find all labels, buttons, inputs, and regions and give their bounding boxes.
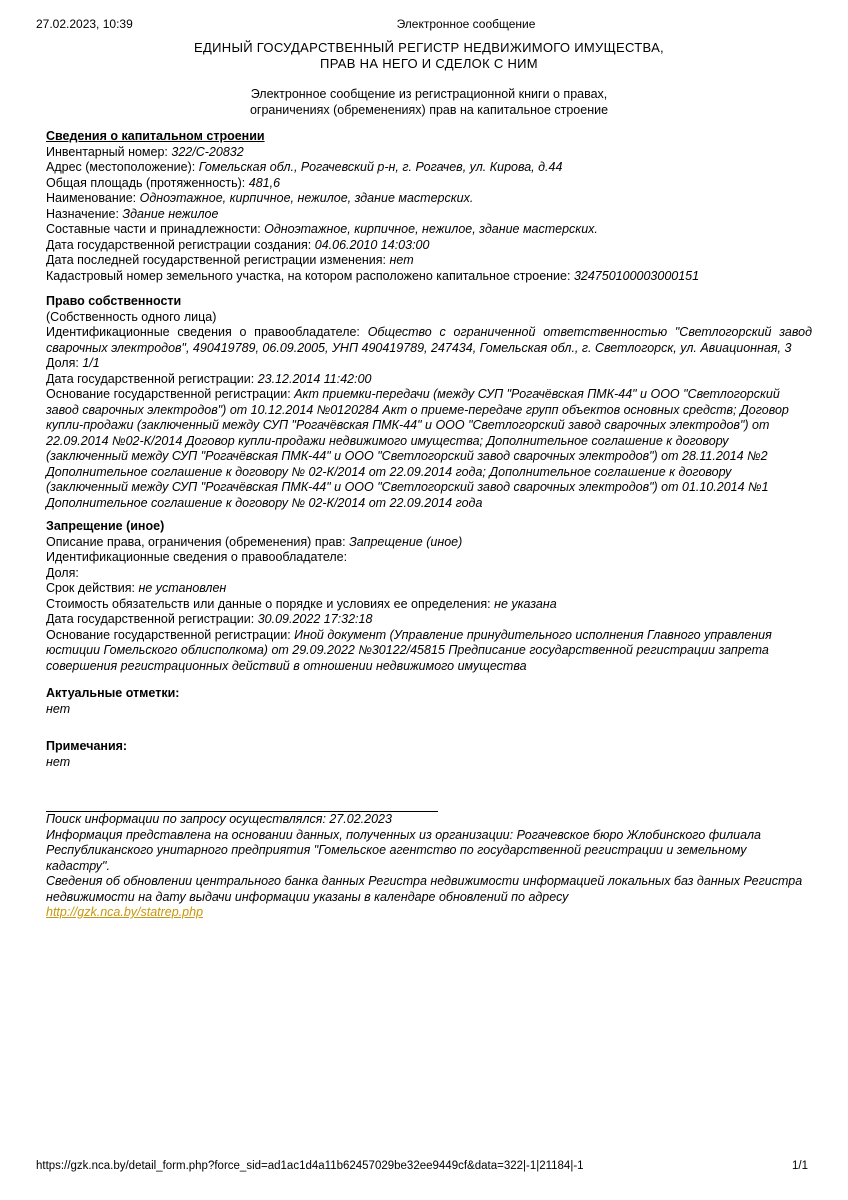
field-value: Иной документ (Управление принудительного исполнения Главного управления юстиции Гомельского облисполкома) от 29.09.2022 №30122/45815 Предписание государственной регистрации запрета совершения регистрационных действий в отношении недвижимого имущества	[46, 627, 772, 673]
field-label: Инвентарный номер:	[46, 144, 168, 159]
field-components	[46, 222, 812, 238]
field-value: 481,6	[248, 175, 281, 190]
field-label: Наименование:	[46, 191, 137, 205]
statrep-link[interactable]: http://gzk.nca.by/statrep.php	[46, 905, 204, 919]
field-label: Доля:	[46, 356, 79, 370]
field-name	[46, 191, 812, 207]
field-value: 322/С-20832	[171, 144, 244, 159]
footer-source-organization-line: Информация представлена на основании данных, полученных из организации: Рогачевское бюро Жлобинского филиала Республиканского унитарного предприятия "Гомельское агентство по государственной регистрации и земельному кадастру".	[46, 827, 761, 873]
field-label: Кадастровый номер земельного участка, на котором расположено капитальное строение:	[46, 268, 571, 283]
field-value: 324750100003000151	[573, 268, 700, 283]
field-label: Общая площадь (протяженность):	[46, 175, 246, 190]
field-obligation-value	[46, 597, 812, 613]
registry-title	[46, 40, 812, 71]
field-value: Гомельская обл., Рогачевский р-н, г. Рогачев, ул. Кирова, д.44	[198, 160, 563, 174]
field-reg-date	[46, 612, 812, 628]
field-cadastral-number	[46, 269, 812, 285]
field-label: Основание государственной регистрации:	[46, 627, 291, 642]
field-value: Акт приемки-передачи (между СУП "Рогачёвская ПМК-44" и ООО "Светлогорский завод сварочных электродов") от 10.12.2014 №0120284 Акт о приеме-передаче групп объектов основных средств; Договор купли-продажи (заключенный между СУП "Рогачёвская ПМК-44" и ООО "Светлогорский завод сварочных электродов") от 22.09.2014 №02-К/2014 Договор купли-продажи недвижимого имущества; Дополнительное соглашение к договору (заключенный между СУП "Рогачёвская ПМК-44" и ООО "Светлогорский завод сварочных электродов") от 28.11.2014 №2 Дополнительное соглашение к договору № 02-К/2014 от 22.09.2014 года; Дополнительное соглашение к договору (заключенный между СУП "Рогачёвская ПМК-44" и ООО "Светлогорский завод сварочных электродов") от 01.10.2014 №1 Дополнительное соглашение к договору № 02-К/2014 от 22.09.2014 года	[46, 387, 789, 510]
field-label: Дата государственной регистрации:	[46, 612, 255, 626]
field-reg-basis	[46, 628, 812, 675]
footer-search-date-line: Поиск информации по запросу осуществлялся: 27.02.2023	[46, 812, 392, 826]
section-actual-marks	[46, 686, 812, 717]
field-share	[46, 566, 812, 582]
field-label: Стоимость обязательств или данные о порядке и условиях ее определения:	[46, 596, 491, 611]
section-prohibition-header: Запрещение (иное)	[46, 519, 165, 533]
print-page-title: Электронное сообщение	[396, 17, 536, 31]
field-reg-date	[46, 372, 812, 388]
document-subtitle	[46, 87, 812, 118]
section-building-info	[46, 129, 812, 284]
document-footer	[46, 812, 812, 921]
field-value: Здание нежилое	[122, 206, 219, 221]
field-label: Идентификационные сведения о правообладателе:	[46, 550, 348, 564]
section-prohibition	[46, 519, 812, 674]
field-value: Одноэтажное, кирпичное, нежилое, здание мастерских.	[264, 222, 598, 236]
field-value: Общество с ограниченной ответственностью "Светлогорский завод сварочных электродов", 490419789, 06.09.2005, УНП 490419789, 247434, Гомельская обл., г. Светлогорск, ул. Авиационная, 3	[46, 325, 812, 355]
field-value: 23.12.2014 11:42:00	[257, 371, 372, 386]
field-validity-term	[46, 581, 812, 597]
field-label: Доля:	[46, 565, 79, 580]
field-value: 1/1	[82, 356, 100, 370]
field-label: Срок действия:	[46, 581, 135, 595]
field-rightholder-id	[46, 550, 812, 566]
print-datetime: 27.02.2023, 10:39	[36, 17, 133, 31]
field-rightholder-id	[46, 325, 812, 356]
field-value: не установлен	[138, 581, 227, 595]
field-label: Адрес (местоположение):	[46, 160, 196, 174]
field-address	[46, 160, 812, 176]
field-reg-change-date	[46, 253, 812, 269]
section-notes-header: Примечания:	[46, 739, 128, 753]
registry-title-line2: ПРАВ НА НЕГО И СДЕЛОК С НИМ	[320, 55, 538, 71]
field-label: Дата государственной регистрации:	[46, 371, 255, 386]
field-reg-creation-date	[46, 238, 812, 254]
field-label: Идентификационные сведения о правообладателе:	[46, 325, 360, 339]
section-ownership-subheader: (Собственность одного лица)	[46, 309, 217, 324]
field-inventory-number	[46, 145, 812, 161]
field-label: Назначение:	[46, 206, 119, 221]
field-reg-basis	[46, 387, 812, 511]
field-value: нет	[389, 253, 414, 267]
print-footer-url: https://gzk.nca.by/detail_form.php?force_sid=ad1ac1d4a11b62457029be32ee9449cf&data=322|-1|21184|-1	[36, 1160, 584, 1172]
section-building-header: Сведения о капитальном строении	[46, 129, 265, 143]
document-subtitle-line2: ограничениях (обременениях) прав на капитальное строение	[249, 102, 609, 117]
document-body	[46, 0, 812, 921]
registry-title-line1: ЕДИНЫЙ ГОСУДАРСТВЕННЫЙ РЕГИСТР НЕДВИЖИМОГО ИМУЩЕСТВА,	[194, 40, 664, 55]
section-notes	[46, 739, 812, 770]
field-label: Дата государственной регистрации создания:	[46, 237, 312, 252]
field-label: Описание права, ограничения (обременения) прав:	[46, 534, 346, 549]
field-value: Одноэтажное, кирпичное, нежилое, здание мастерских.	[139, 191, 474, 205]
field-label: Дата последней государственной регистрации изменения:	[46, 253, 387, 267]
field-share	[46, 356, 812, 372]
field-total-area	[46, 176, 812, 192]
field-label: Составные части и принадлежности:	[46, 222, 261, 236]
browser-print-footer	[36, 1159, 808, 1173]
field-purpose	[46, 207, 812, 223]
field-label: Основание государственной регистрации:	[46, 387, 291, 401]
section-ownership-header: Право собственности	[46, 294, 182, 308]
document-subtitle-line1: Электронное сообщение из регистрационной книги о правах,	[250, 87, 608, 101]
section-actual-marks-value: нет	[46, 701, 71, 716]
footer-update-info-line: Сведения об обновлении центрального банка данных Регистра недвижимости информацией локальных баз данных Регистра недвижимости на дату выдачи информации указаны в календаре обновлений по адресу	[46, 874, 803, 904]
section-actual-marks-header: Актуальные отметки:	[46, 686, 180, 700]
field-value: не указана	[494, 596, 557, 611]
field-value: Запрещение (иное)	[349, 534, 463, 549]
section-ownership-right	[46, 294, 812, 511]
print-footer-page-indicator: 1/1	[792, 1160, 808, 1172]
field-value: 30.09.2022 17:32:18	[257, 612, 373, 626]
field-right-description	[46, 535, 812, 551]
section-notes-value: нет	[46, 754, 71, 769]
field-value: 04.06.2010 14:03:00	[314, 237, 430, 252]
